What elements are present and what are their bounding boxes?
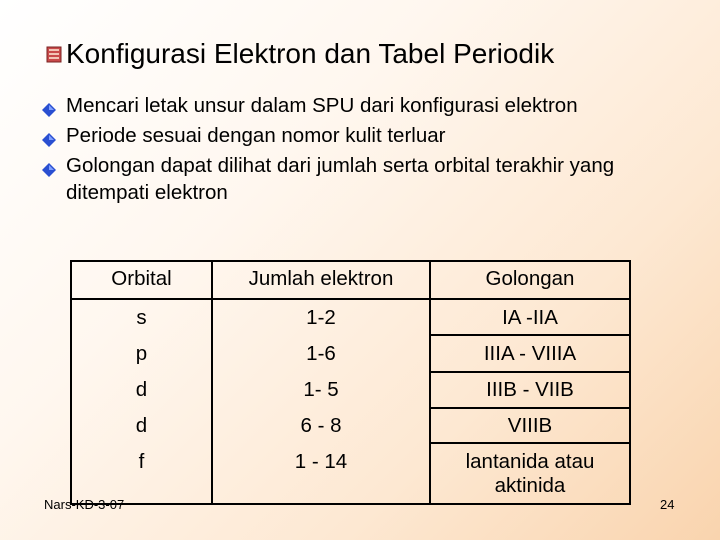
bullet-text: Mencari letak unsur dalam SPU dari konfigurasi elektron xyxy=(66,94,578,117)
table-cell: IA -IIA xyxy=(502,306,558,329)
table-divider xyxy=(429,407,629,409)
table-cell: s xyxy=(136,306,147,329)
table-divider xyxy=(72,298,629,300)
table-cell: d xyxy=(135,378,148,401)
bullet-text: Periode sesuai dengan nomor kulit terluar xyxy=(66,124,446,147)
orbital-table xyxy=(70,260,631,505)
bullet-text: Golongan dapat dilihat dari jumlah serta orbital terakhir yang ditempati elektron xyxy=(66,154,615,204)
slide-title: Konfigurasi Elektron dan Tabel Periodik xyxy=(66,38,555,69)
diamond-bullet-icon xyxy=(41,98,57,114)
table-cell: 1-2 xyxy=(306,306,336,329)
bullet-item xyxy=(40,92,680,119)
table-divider xyxy=(429,442,629,444)
footer-label: Nars-KD-3-07 xyxy=(44,497,125,512)
bullet-item xyxy=(40,122,680,149)
table-cell: 1-6 xyxy=(306,342,336,365)
bullet-list xyxy=(40,92,680,209)
book-icon xyxy=(44,44,64,64)
table-cell: IIIA - VIIIA xyxy=(483,342,577,365)
table-cell: p xyxy=(135,342,148,365)
table-cell: d xyxy=(135,414,148,437)
table-cell: 6 - 8 xyxy=(300,414,342,437)
table-header-orbital: Orbital xyxy=(111,267,172,290)
table-divider xyxy=(429,334,629,336)
table-cell: lantanida atau aktinida xyxy=(465,450,595,497)
diamond-bullet-icon xyxy=(41,128,57,144)
table-header-golongan: Golongan xyxy=(485,267,575,290)
table-divider xyxy=(429,371,629,373)
diamond-bullet-icon xyxy=(41,158,57,174)
table-cell: f xyxy=(138,450,145,473)
table-cell: IIIB - VIIB xyxy=(486,378,574,401)
table-cell: VIIIB xyxy=(507,414,553,437)
table-header-jumlah: Jumlah elektron xyxy=(248,267,394,290)
table-cell: 1- 5 xyxy=(303,378,339,401)
bullet-item xyxy=(40,152,680,206)
table-cell: 1 - 14 xyxy=(294,450,348,473)
page-number: 24 xyxy=(660,497,675,512)
